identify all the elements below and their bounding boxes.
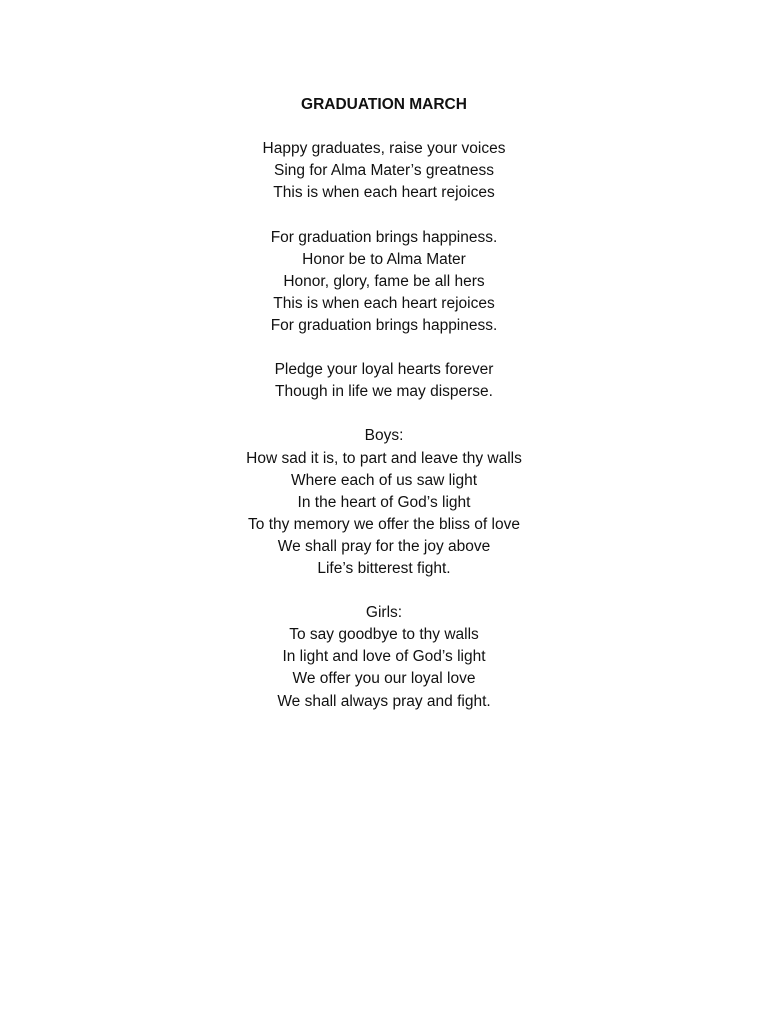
poem-line: Sing for Alma Mater’s greatness: [274, 162, 494, 180]
poem-title: GRADUATION MARCH: [301, 96, 467, 113]
poem-line: We shall pray for the joy above: [277, 537, 491, 555]
stanza-1: [0, 138, 768, 204]
poem-line: Pledge your loyal hearts forever: [274, 361, 494, 379]
poem-line: Honor, glory, fame be all hers: [283, 272, 485, 290]
poem-line: Happy graduates, raise your voices: [262, 140, 506, 158]
section-label-boys: Boys:: [364, 427, 404, 445]
poem-line: How sad it is, to part and leave thy walls: [246, 449, 522, 467]
poem-line: We offer you our loyal love: [292, 670, 476, 688]
poem-line: Where each of us saw light: [290, 471, 478, 489]
poem-line: For graduation brings happiness.: [270, 228, 498, 246]
stanza-boys: [0, 425, 768, 580]
stanza-2: [0, 227, 768, 337]
poem-line: In light and love of God’s light: [282, 648, 486, 666]
poem-line: To say goodbye to thy walls: [289, 626, 479, 644]
stanza-girls: [0, 602, 768, 712]
poem-line: We shall always pray and fight.: [277, 692, 491, 710]
stanza-3: [0, 359, 768, 403]
poem-line: This is when each heart rejoices: [273, 294, 495, 312]
poem-line: To thy memory we offer the bliss of love: [248, 515, 520, 533]
poem-line: Honor be to Alma Mater: [302, 250, 466, 268]
poem-line: This is when each heart rejoices: [273, 184, 495, 202]
poem-line: In the heart of God’s light: [297, 493, 471, 511]
poem: [0, 94, 768, 713]
poem-line: Life’s bitterest fight.: [317, 559, 451, 577]
poem-line: Though in life we may disperse.: [275, 383, 493, 401]
poem-line: For graduation brings happiness.: [270, 316, 498, 334]
section-label-girls: Girls:: [365, 604, 403, 622]
